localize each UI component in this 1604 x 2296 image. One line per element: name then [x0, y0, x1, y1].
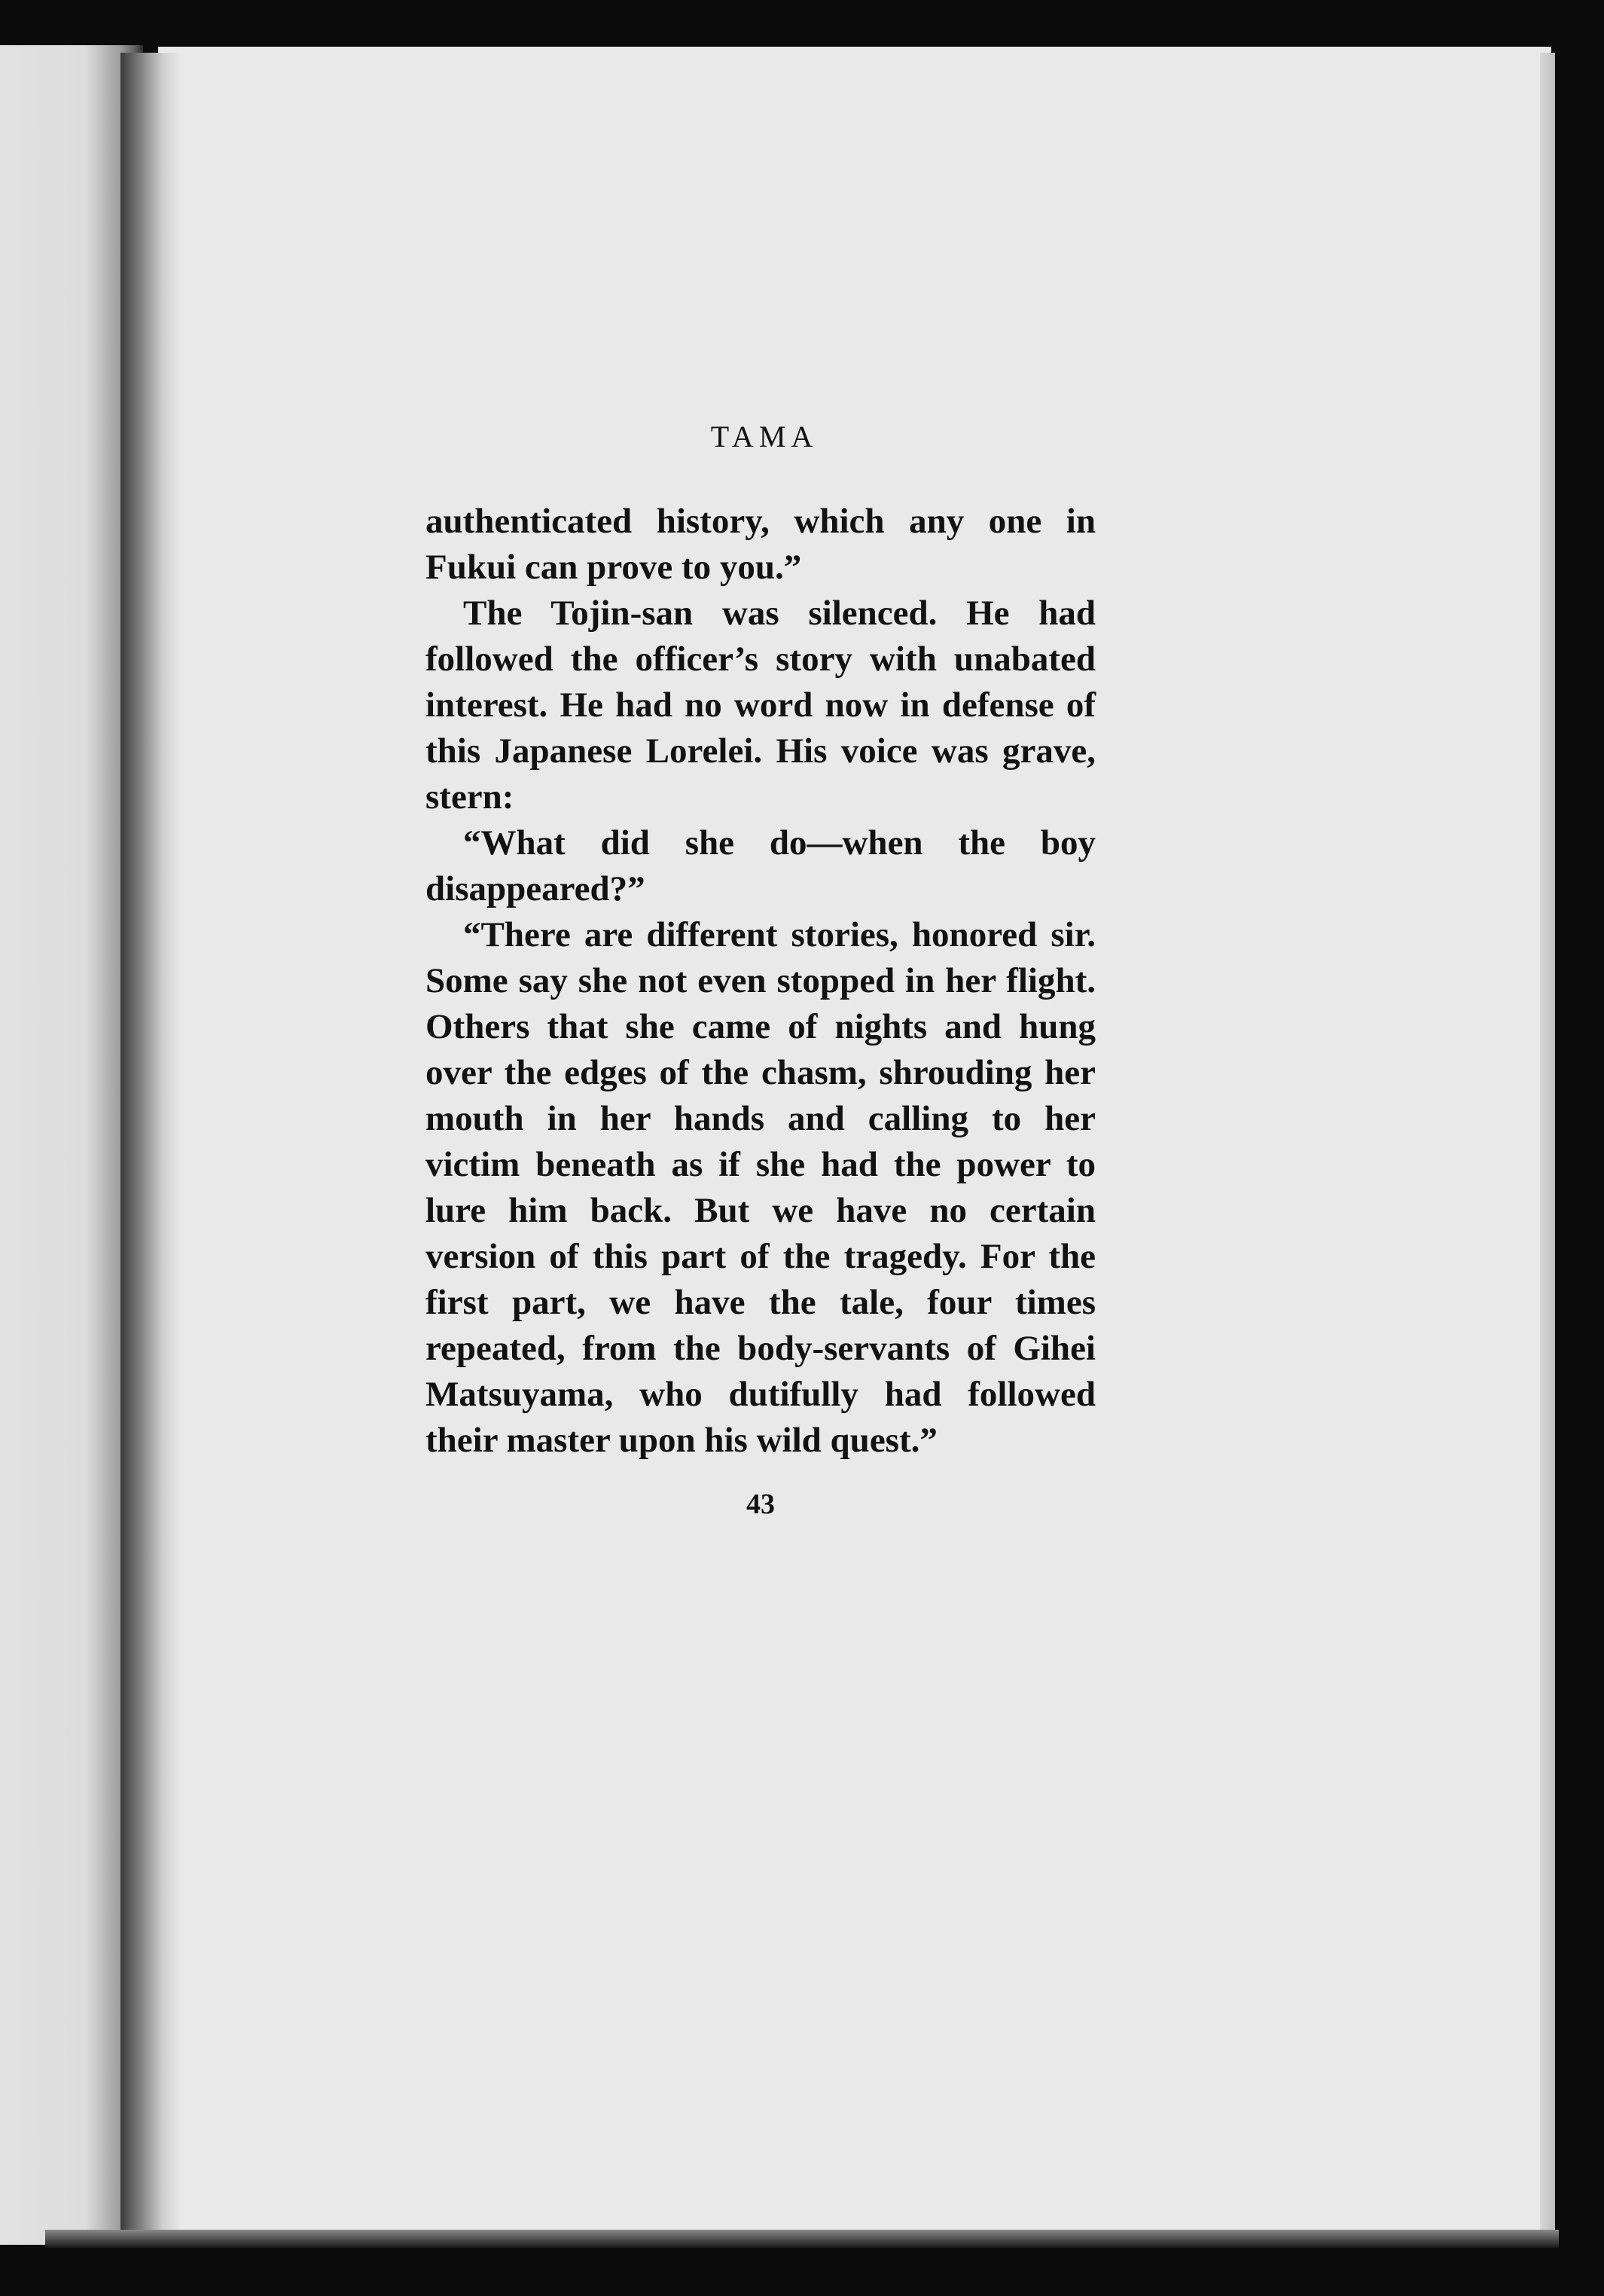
page-bottom-edge [45, 2230, 1559, 2248]
paragraph-continuation: authenticated history, which any one in Fukui can prove to you.” [425, 502, 1096, 587]
paragraph-officer-answer: “There are different stories, honored sir. Some say she not even stopped in her flight. Others that she came of nights and hung over the edges of the chasm, shrouding her mouth in her hands and calling to her victim beneath as if she had the power to lure him back. But we have no certain version of this part of the tragedy. For the first part, we have the tale, four times repeated, from the body-servants of Gihei Matsuyama, who dutifully had followed their master upon his wild quest.” [425, 915, 1096, 1460]
page-text-block [425, 422, 1096, 1521]
gutter-shadow [120, 53, 181, 2237]
paragraph-question: “What did she do—when the boy disappeared?” [425, 823, 1096, 908]
page-number: 43 [746, 1488, 775, 1520]
running-head: TAMA [710, 420, 819, 453]
page-right-edge [1540, 53, 1555, 2245]
paragraph-tojin-silenced: The Tojin-san was silenced. He had followed the officer’s story with unabated interest. He had no word now in defense of this Japanese Lorelei. His voice was grave, stern: [425, 594, 1096, 817]
